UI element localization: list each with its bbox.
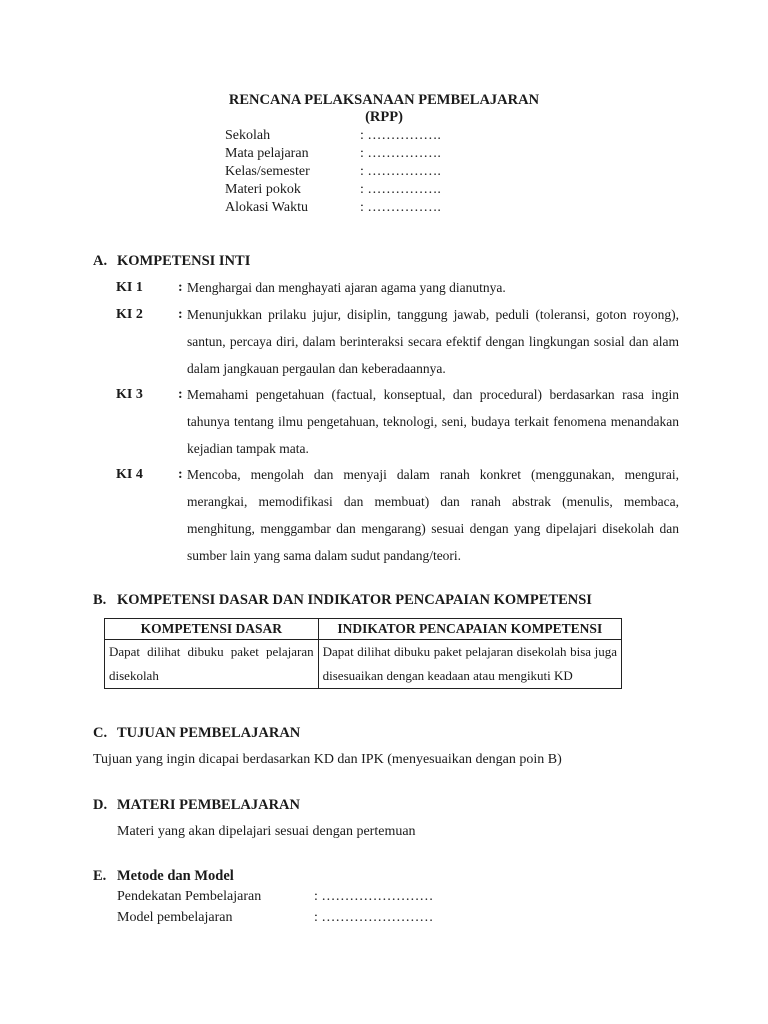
document-title: RENCANA PELAKSANAAN PEMBELAJARAN [228, 92, 540, 108]
meta-value: : ……………. [360, 146, 441, 161]
ki-code: KI 3 [116, 387, 143, 402]
meta-label: Kelas/semester [225, 164, 310, 179]
meta-label: Mata pelajaran [225, 146, 309, 161]
field-label: Model pembelajaran [117, 910, 233, 925]
ki-code: KI 1 [116, 280, 143, 295]
tujuan-text: Tujuan yang ingin dicapai berdasarkan KD dan IPK (menyesuaikan dengan poin B) [93, 752, 562, 767]
meta-value: : ……………. [360, 164, 441, 179]
section-c-heading [93, 725, 300, 742]
section-letter: B. [93, 592, 107, 608]
ki-text: Menghargai dan menghayati ajaran agama yang dianutnya. [187, 280, 506, 295]
table-header-indikator: INDIKATOR PENCAPAIAN KOMPETENSI [318, 619, 621, 640]
section-letter: E. [93, 868, 107, 884]
ki-colon: : [178, 467, 183, 482]
meta-label: Materi pokok [225, 182, 301, 197]
ki-text: Memahami pengetahuan (factual, konseptual, dan procedural) berdasarkan rasa ingin tahunya tentang ilmu pengetahuan, teknologi, seni, budaya terkait fenomena menandakan kejadian tampak mata. [187, 387, 679, 456]
table-cell-indikator: Dapat dilihat dibuku paket pelajaran disekolah bisa juga disesuaikan dengan keadaan atau mengikuti KD [318, 640, 621, 689]
ki-text: Menunjukkan prilaku jujur, disiplin, tanggung jawab, peduli (toleransi, goton royong), santun, percaya diri, dalam berinteraksi secara efektif dengan lingkungan sosial dan alam dalam jangkauan pergaulan dan keberadaannya. [187, 307, 679, 376]
table-header-row [105, 619, 622, 640]
ki-colon: : [178, 387, 183, 402]
section-d-heading [93, 797, 300, 814]
table-header-kompetensi-dasar: KOMPETENSI DASAR [105, 619, 319, 640]
meta-value: : ……………. [360, 128, 441, 143]
field-value: : …………………… [314, 889, 434, 904]
field-value: : …………………… [314, 910, 434, 925]
section-title: Metode dan Model [117, 868, 234, 884]
section-letter: A. [93, 253, 108, 269]
meta-value: : ……………. [360, 182, 441, 197]
section-title: MATERI PEMBELAJARAN [117, 797, 300, 813]
section-letter: C. [93, 725, 108, 741]
field-label: Pendekatan Pembelajaran [117, 889, 262, 904]
section-a-heading [93, 253, 250, 270]
materi-text: Materi yang akan dipelajari sesuai dengan pertemuan [117, 824, 416, 839]
meta-label: Alokasi Waktu [225, 200, 308, 215]
ki-colon: : [178, 307, 183, 322]
section-letter: D. [93, 797, 108, 813]
ki-code: KI 2 [116, 307, 143, 322]
section-e-heading [93, 868, 234, 885]
ki-code: KI 4 [116, 467, 143, 482]
ki-colon: : [178, 280, 183, 295]
table-cell-kompetensi-dasar: Dapat dilihat dibuku paket pelajaran disekolah [105, 640, 319, 689]
ki-text: Mencoba, mengolah dan menyaji dalam ranah konkret (menggunakan, mengurai, merangkai, memodifikasi dan membuat) dan ranah abstrak (menulis, membaca, menghitung, menggambar dan mengarang) sesuai dengan yang dipelajari disekolah dan sumber lain yang sama dalam sudut pandang/teori. [187, 467, 679, 563]
kd-table [104, 618, 622, 689]
table-row [105, 640, 622, 689]
meta-value: : ……………. [360, 200, 441, 215]
meta-label: Sekolah [225, 128, 271, 143]
document-subtitle: (RPP) [365, 109, 403, 125]
section-title: KOMPETENSI INTI [117, 253, 251, 269]
section-title: TUJUAN PEMBELAJARAN [117, 725, 301, 741]
section-b-heading [93, 592, 592, 609]
section-title: KOMPETENSI DASAR DAN INDIKATOR PENCAPAIAN KOMPETENSI [117, 592, 592, 608]
